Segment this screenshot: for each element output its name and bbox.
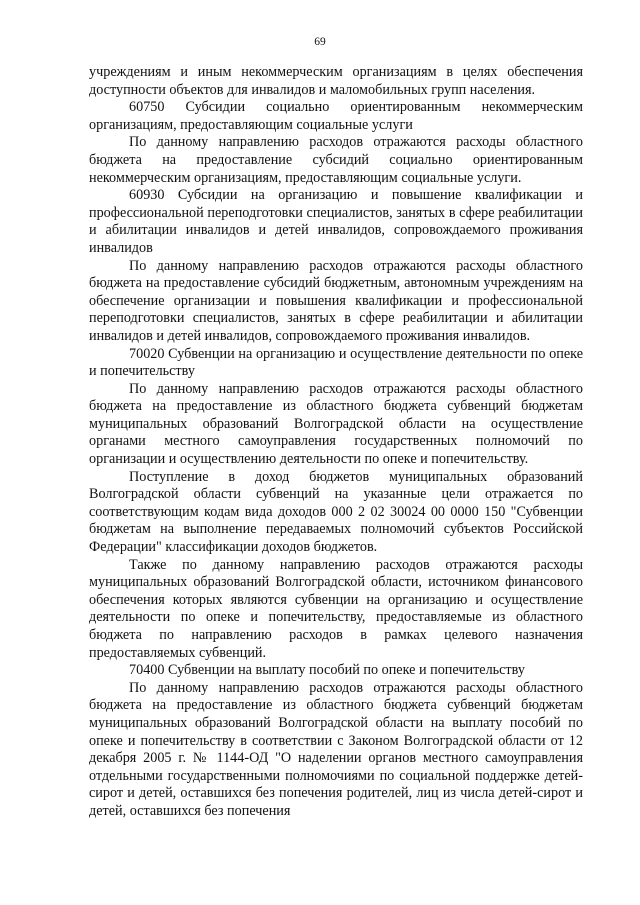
paragraph: По данному направлению расходов отражаются расходы областного бюджета на предоставление субсидий социально ориентированным некоммерческим организациям, предоставляющим социальные услуги. — [89, 134, 583, 186]
paragraph: учреждениям и иным некоммерческим организациям в целях обеспечения доступности объектов для инвалидов и маломобильных групп населения. — [89, 64, 583, 98]
paragraph: По данному направлению расходов отражаются расходы областного бюджета на предоставление субсидий бюджетным, автономным учреждениям на обеспечение организации и повышения квалификации и профессиональной переподготовки специалистов, занятых в сфере реабилитации и абилитации инвалидов и детей инвалидов, сопровождаемого проживания инвалидов. — [89, 257, 583, 344]
paragraph: Поступление в доход бюджетов муниципальных образований Волгоградской области субвенций на указанные цели отражается по соответствующим кодам вида доходов 000 2 02 30024 00 0000 150 "Субвенции бюджетам на выполнение передаваемых полномочий субъектов Российской Федерации" классификации доходов бюджетов. — [89, 468, 583, 556]
paragraph: 60750 Субсидии социально ориентированным некоммерческим организациям, предоставляющим социальные услуги — [89, 99, 583, 133]
paragraph: По данному направлению расходов отражаются расходы областного бюджета на предоставление из областного бюджета субвенций бюджетам муниципальных образований Волгоградской области на выплату пособий по опеке и попечительству в соответствии с Законом Волгоградской области от 12 декабря 2005 г. № 1144-ОД "О наделении органов местного самоуправления отдельными государственными полномочиями по социальной поддержке детей-сирот и детей, оставшихся без попечения родителей, лиц из числа детей-сирот и детей, оставшихся без попечения — [89, 679, 583, 819]
paragraph: Также по данному направлению расходов отражаются расходы муниципальных образований Волгоградской области, источником финансового обеспечения которых являются субвенции на организацию и осуществление деятельности по опеке и попечительству, предоставляемые из областного бюджета по направлению расходов в рамках целевого назначения предоставляемых субвенций. — [89, 556, 583, 661]
page-number: 69 — [314, 36, 326, 48]
paragraph: По данному направлению расходов отражаются расходы областного бюджета на предоставление из областного бюджета субвенций бюджетам муниципальных образований Волгоградской области на осуществление органами местного самоуправления государственных полномочий по организации и осуществлению деятельности по опеке и попечительству. — [89, 380, 583, 468]
paragraph: 70020 Субвенции на организацию и осуществление деятельности по опеке и попечительству — [89, 345, 583, 380]
paragraph: 60930 Субсидии на организацию и повышение квалификации и профессиональной переподготовки специалистов, занятых в сфере реабилитации и абилитации инвалидов и детей инвалидов, сопровождаемого проживания инвалидов — [89, 187, 583, 256]
paragraph: 70400 Субвенции на выплату пособий по опеке и попечительству — [129, 662, 525, 679]
body-text — [89, 64, 583, 821]
